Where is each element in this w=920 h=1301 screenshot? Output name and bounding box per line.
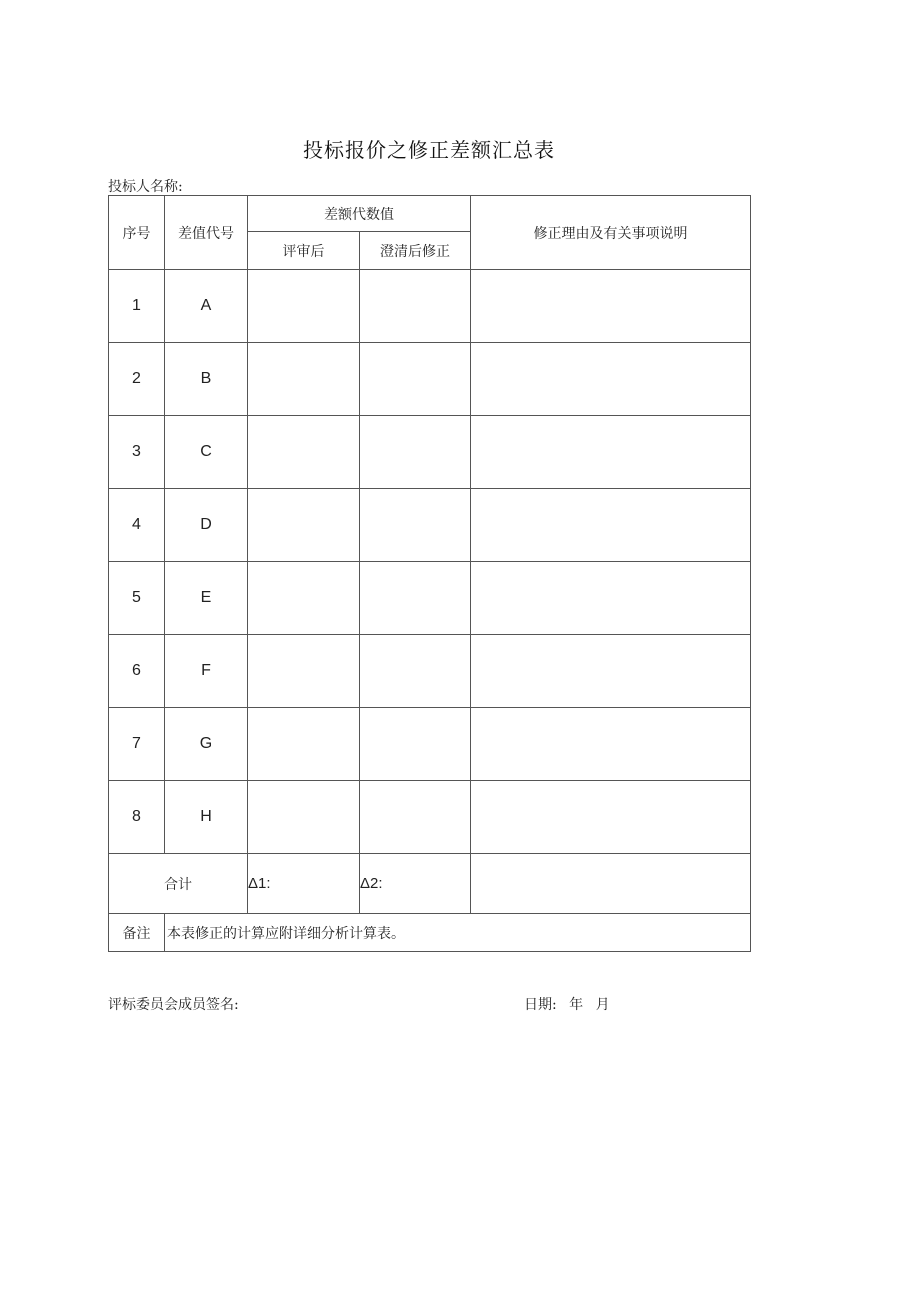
row-after-clarify-cell[interactable] bbox=[360, 343, 471, 416]
row-code: B bbox=[165, 343, 248, 416]
row-after-review-cell[interactable] bbox=[248, 416, 360, 489]
header-row-1 bbox=[109, 196, 751, 232]
table-row bbox=[109, 270, 751, 343]
row-code: G bbox=[165, 708, 248, 781]
row-reason-cell[interactable] bbox=[471, 416, 751, 489]
date-label: 日期: bbox=[524, 997, 557, 1013]
row-seq: 4 bbox=[109, 489, 165, 562]
row-after-clarify-cell[interactable] bbox=[360, 416, 471, 489]
date-block bbox=[524, 994, 618, 1014]
row-seq: 1 bbox=[109, 270, 165, 343]
row-seq: 5 bbox=[109, 562, 165, 635]
bidder-name-label: 投标人名称: bbox=[108, 179, 183, 195]
delta1-cell[interactable]: Δ1: bbox=[248, 854, 360, 914]
row-seq: 2 bbox=[109, 343, 165, 416]
correction-summary-table bbox=[108, 195, 751, 952]
row-after-clarify-cell[interactable] bbox=[360, 489, 471, 562]
table-row bbox=[109, 489, 751, 562]
row-after-clarify-cell[interactable] bbox=[360, 270, 471, 343]
delta2-cell[interactable]: Δ2: bbox=[360, 854, 471, 914]
page-title: 投标报价之修正差额汇总表 bbox=[303, 138, 555, 162]
signature-label: 评标委员会成员签名: bbox=[108, 997, 239, 1013]
note-text: 本表修正的计算应附详细分析计算表。 bbox=[165, 914, 751, 952]
row-after-review-cell[interactable] bbox=[248, 489, 360, 562]
header-after-review: 评审后 bbox=[248, 232, 360, 270]
note-label: 备注 bbox=[109, 914, 165, 952]
row-after-clarify-cell[interactable] bbox=[360, 781, 471, 854]
row-reason-cell[interactable] bbox=[471, 562, 751, 635]
row-code: C bbox=[165, 416, 248, 489]
row-seq: 6 bbox=[109, 635, 165, 708]
row-code: F bbox=[165, 635, 248, 708]
table-row bbox=[109, 781, 751, 854]
row-code: E bbox=[165, 562, 248, 635]
total-row bbox=[109, 854, 751, 914]
row-seq: 3 bbox=[109, 416, 165, 489]
row-reason-cell[interactable] bbox=[471, 270, 751, 343]
table-row bbox=[109, 635, 751, 708]
total-reason-cell[interactable] bbox=[471, 854, 751, 914]
row-reason-cell[interactable] bbox=[471, 635, 751, 708]
table-row bbox=[109, 708, 751, 781]
row-after-review-cell[interactable] bbox=[248, 781, 360, 854]
total-label: 合计 bbox=[109, 854, 248, 914]
row-after-review-cell[interactable] bbox=[248, 708, 360, 781]
row-seq: 8 bbox=[109, 781, 165, 854]
table-row bbox=[109, 343, 751, 416]
row-after-review-cell[interactable] bbox=[248, 343, 360, 416]
row-after-review-cell[interactable] bbox=[248, 270, 360, 343]
header-after-clarify: 澄清后修正 bbox=[360, 232, 471, 270]
row-code: A bbox=[165, 270, 248, 343]
header-reason: 修正理由及有关事项说明 bbox=[471, 196, 751, 270]
row-code: D bbox=[165, 489, 248, 562]
year-label: 年 bbox=[569, 997, 584, 1013]
row-after-review-cell[interactable] bbox=[248, 562, 360, 635]
row-reason-cell[interactable] bbox=[471, 343, 751, 416]
row-after-review-cell[interactable] bbox=[248, 635, 360, 708]
header-diff-group: 差额代数值 bbox=[248, 196, 471, 232]
row-after-clarify-cell[interactable] bbox=[360, 708, 471, 781]
row-code: H bbox=[165, 781, 248, 854]
header-code: 差值代号 bbox=[165, 196, 248, 270]
note-row bbox=[109, 914, 751, 952]
table-row bbox=[109, 416, 751, 489]
row-seq: 7 bbox=[109, 708, 165, 781]
row-after-clarify-cell[interactable] bbox=[360, 562, 471, 635]
row-reason-cell[interactable] bbox=[471, 489, 751, 562]
header-seq: 序号 bbox=[109, 196, 165, 270]
table-row bbox=[109, 562, 751, 635]
month-label: 月 bbox=[595, 997, 610, 1013]
row-reason-cell[interactable] bbox=[471, 781, 751, 854]
row-reason-cell[interactable] bbox=[471, 708, 751, 781]
row-after-clarify-cell[interactable] bbox=[360, 635, 471, 708]
